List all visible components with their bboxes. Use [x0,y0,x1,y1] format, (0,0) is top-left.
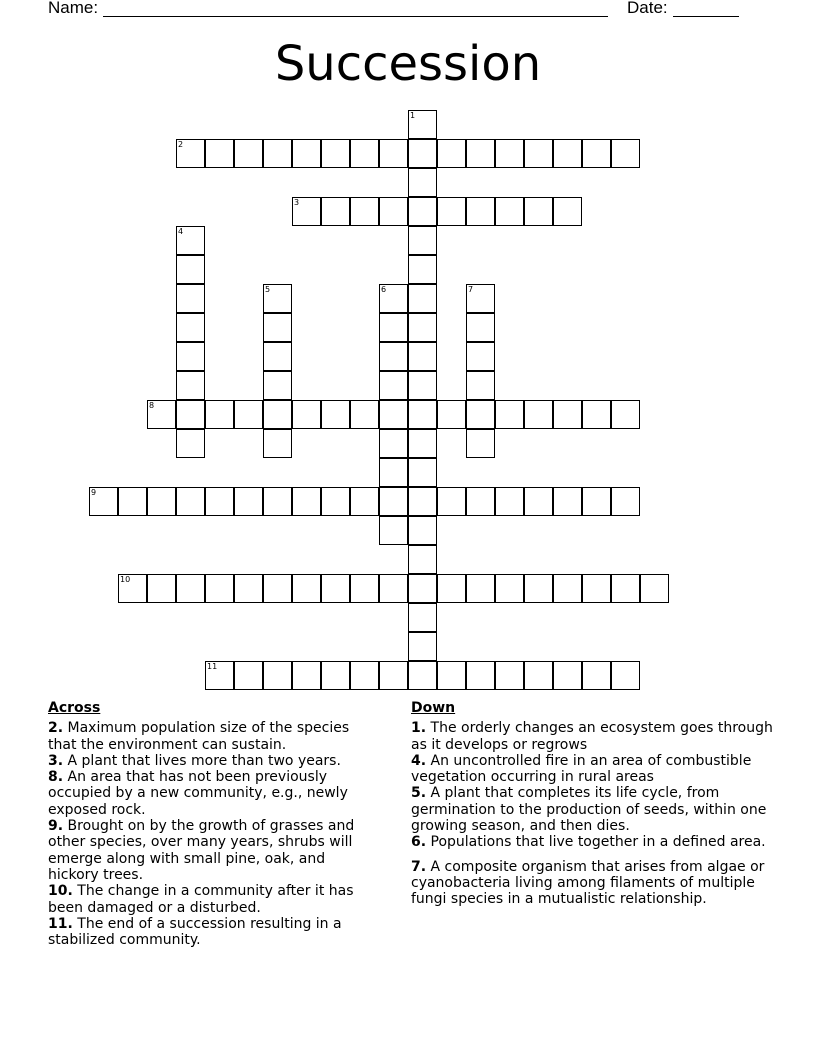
grid-cell[interactable] [263,574,292,603]
grid-cell[interactable] [379,574,408,603]
grid-cell[interactable] [263,371,292,400]
grid-cell[interactable] [408,603,437,632]
cell-number: 11 [207,662,218,671]
clue-item [411,753,776,786]
grid-cell[interactable] [524,487,553,516]
grid-cell[interactable] [524,197,553,226]
grid-cell[interactable] [495,661,524,690]
grid-cell[interactable] [408,516,437,545]
grid-cell[interactable] [292,400,321,429]
down-clue-list [411,720,776,907]
grid-cell[interactable] [611,139,640,168]
clue-text: The end of a succession resulting in a stabilized community. [48,915,342,949]
grid-cell[interactable] [553,197,582,226]
grid-cell[interactable] [437,487,466,516]
cell-number: 9 [91,488,97,497]
clue-number: 8. [48,769,64,786]
clue-number: 1. [411,720,427,737]
date-label: Date: [627,0,668,17]
grid-cell[interactable] [379,661,408,690]
grid-cell[interactable] [582,661,611,690]
grid-cell[interactable] [466,139,495,168]
grid-cell[interactable] [263,313,292,342]
grid-cell[interactable] [408,661,437,690]
grid-cell[interactable] [408,371,437,400]
cell-number: 2 [178,140,184,149]
grid-cell[interactable] [176,371,205,400]
down-clues [411,700,776,908]
grid-cell[interactable] [205,400,234,429]
grid-cell[interactable] [408,226,437,255]
grid-cell[interactable] [611,400,640,429]
grid-cell[interactable] [466,487,495,516]
grid-cell[interactable] [379,371,408,400]
clue-text: Brought on by the growth of grasses and other species, over many years, shrubs will emerge along with small pine, oak, and hickory trees. [48,818,355,883]
grid-cell[interactable] [408,197,437,226]
grid-cell[interactable] [437,139,466,168]
grid-cell[interactable] [118,574,147,603]
grid-cell[interactable] [147,574,176,603]
puzzle-title: Succession [274,36,542,92]
clue-item [411,720,776,753]
name-label: Name: [48,0,99,17]
grid-cell[interactable] [234,574,263,603]
clue-text: A plant that lives more than two years. [63,752,341,769]
grid-cell[interactable] [176,487,205,516]
grid-cell[interactable] [437,197,466,226]
clue-item [411,785,776,834]
grid-cell[interactable] [524,661,553,690]
grid-cell[interactable] [437,574,466,603]
grid-cell[interactable] [176,429,205,458]
grid-cell[interactable] [466,284,495,313]
grid-cell[interactable] [350,487,379,516]
clue-text: The change in a community after it has been damaged or a disturbed. [48,883,354,916]
grid-cell[interactable] [176,342,205,371]
grid-cell[interactable] [553,139,582,168]
grid-cell[interactable] [466,429,495,458]
grid-cell[interactable] [408,574,437,603]
grid-cell[interactable] [495,197,524,226]
cell-number: 5 [265,285,271,294]
grid-cell[interactable] [466,197,495,226]
cell-number: 6 [381,285,387,294]
grid-cell[interactable] [176,313,205,342]
grid-cell[interactable] [379,458,408,487]
grid-cell[interactable] [408,284,437,313]
clue-number: 10. [48,883,73,900]
grid-cell[interactable] [263,661,292,690]
clue-item [48,769,378,818]
grid-cell[interactable] [379,139,408,168]
grid-cell[interactable] [466,371,495,400]
cell-number: 3 [294,198,300,207]
grid-cell[interactable] [292,487,321,516]
grid-cell[interactable] [408,458,437,487]
clue-number: 11. [48,915,73,932]
across-heading: Across [48,700,101,716]
clue-text: A composite organism that arises from algae or cyanobacteria living among filaments of multiple fungi species in a mutualistic relationship. [411,858,765,908]
grid-cell[interactable] [263,342,292,371]
clue-text: An uncontrolled fire in an area of combustible vegetation occurring in rural areas [411,752,752,786]
clue-item [48,720,378,753]
grid-cell[interactable] [350,139,379,168]
grid-cell[interactable] [379,400,408,429]
grid-cell[interactable] [611,574,640,603]
grid-cell[interactable] [495,487,524,516]
grid-cell[interactable] [553,400,582,429]
grid-cell[interactable] [408,429,437,458]
grid-cell[interactable] [408,400,437,429]
grid-cell[interactable] [379,429,408,458]
grid-cell[interactable] [379,487,408,516]
cell-number: 4 [178,227,184,236]
grid-cell[interactable] [379,197,408,226]
grid-cell[interactable] [263,400,292,429]
grid-cell[interactable] [466,400,495,429]
grid-cell[interactable] [89,487,118,516]
grid-cell[interactable] [524,400,553,429]
grid-cell[interactable] [379,342,408,371]
grid-cell[interactable] [263,139,292,168]
across-clues [48,700,378,948]
grid-cell[interactable] [640,574,669,603]
grid-cell[interactable] [321,400,350,429]
clue-item [411,834,776,850]
grid-cell[interactable] [437,400,466,429]
grid-cell[interactable] [176,400,205,429]
clue-number: 6. [411,834,427,851]
grid-cell[interactable] [234,487,263,516]
across-clue-list [48,720,378,948]
grid-cell[interactable] [176,255,205,284]
grid-cell[interactable] [553,661,582,690]
grid-cell[interactable] [263,429,292,458]
grid-cell[interactable] [379,516,408,545]
grid-cell[interactable] [582,400,611,429]
grid-cell[interactable] [176,139,205,168]
grid-cell[interactable] [408,255,437,284]
grid-cell[interactable] [582,139,611,168]
grid-cell[interactable] [466,661,495,690]
grid-cell[interactable] [437,661,466,690]
clue-number: 5. [411,785,427,802]
grid-cell[interactable] [292,574,321,603]
down-heading: Down [411,700,456,716]
clue-item [48,818,378,883]
grid-cell[interactable] [408,168,437,197]
grid-cell[interactable] [466,313,495,342]
grid-cell[interactable] [234,400,263,429]
clue-item [48,916,378,949]
grid-cell[interactable] [582,487,611,516]
grid-cell[interactable] [495,139,524,168]
grid-cell[interactable] [205,139,234,168]
grid-cell[interactable] [263,487,292,516]
grid-cell[interactable] [350,400,379,429]
grid-cell[interactable] [118,487,147,516]
grid-cell[interactable] [147,400,176,429]
grid-cell[interactable] [379,313,408,342]
grid-cell[interactable] [350,574,379,603]
grid-cell[interactable] [408,545,437,574]
grid-cell[interactable] [321,661,350,690]
cell-number: 8 [149,401,155,410]
grid-cell[interactable] [147,487,176,516]
grid-cell[interactable] [321,574,350,603]
grid-cell[interactable] [263,284,292,313]
clue-text: An area that has not been previously occupied by a new community, e.g., newly exposed rock. [48,769,348,818]
grid-cell[interactable] [292,139,321,168]
clue-number: 4. [411,752,427,769]
grid-cell[interactable] [408,342,437,371]
grid-cell[interactable] [466,574,495,603]
cell-number: 10 [120,575,131,584]
grid-cell[interactable] [466,342,495,371]
grid-cell[interactable] [553,574,582,603]
grid-cell[interactable] [292,197,321,226]
clue-text: A plant that completes its life cycle, from germination to the production of seeds, within one growing season, and then dies. [411,785,767,835]
grid-cell[interactable] [408,313,437,342]
cell-number: 1 [410,111,416,120]
grid-cell[interactable] [176,284,205,313]
grid-cell[interactable] [234,661,263,690]
grid-cell[interactable] [205,574,234,603]
clue-text: The orderly changes an ecosystem goes through as it develops or regrows [411,720,773,753]
grid-cell[interactable] [408,487,437,516]
grid-cell[interactable] [408,139,437,168]
clue-number: 3. [48,752,64,769]
grid-cell[interactable] [611,661,640,690]
grid-cell[interactable] [524,139,553,168]
grid-cell[interactable] [495,574,524,603]
grid-cell[interactable] [321,487,350,516]
grid-cell[interactable] [408,110,437,139]
grid-cell[interactable] [495,400,524,429]
grid-cell[interactable] [553,487,582,516]
clue-item [48,883,378,916]
clue-number: 7. [411,858,427,875]
clue-item [48,753,378,769]
grid-cell[interactable] [292,661,321,690]
clue-number: 2. [48,720,64,737]
cell-number: 7 [468,285,474,294]
clue-text: Maximum population size of the species that the environment can sustain. [48,720,350,753]
grid-cell[interactable] [524,574,553,603]
clue-item [411,859,776,908]
clue-text: Populations that live together in a defined area. [426,834,766,851]
grid-cell[interactable] [205,487,234,516]
grid-cell[interactable] [176,226,205,255]
grid-cell[interactable] [379,284,408,313]
grid-cell[interactable] [350,197,379,226]
clue-number: 9. [48,818,64,835]
grid-cell[interactable] [350,661,379,690]
grid-cell[interactable] [321,197,350,226]
grid-cell[interactable] [611,487,640,516]
grid-cell[interactable] [321,139,350,168]
grid-cell[interactable] [582,574,611,603]
grid-cell[interactable] [176,574,205,603]
grid-cell[interactable] [408,632,437,661]
grid-cell[interactable] [234,139,263,168]
grid-cell[interactable] [205,661,234,690]
